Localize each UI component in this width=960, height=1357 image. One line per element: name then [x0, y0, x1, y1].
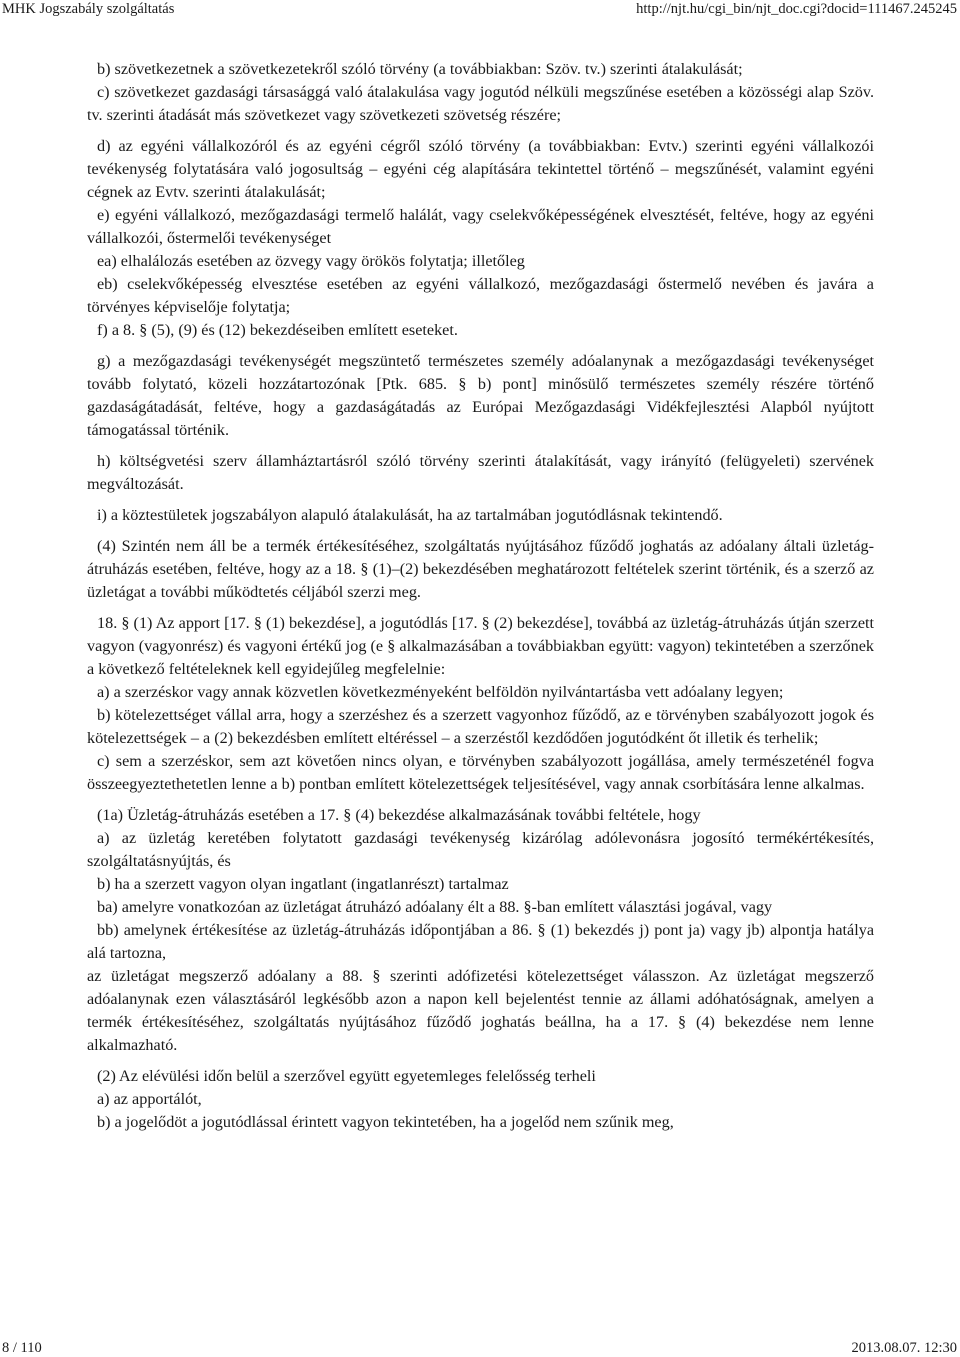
paragraph-18-c: c) sem a szerzéskor, sem azt követően nincs olyan, e törvényben szabályozott jogállása, amely természeténél fogva összeegyeztethetetlen lenne a b) pontban említett kötelezettségek teljesítésével, vagy annak csorbítására lenne alkalmas.	[87, 752, 874, 793]
paragraph-4: (4) Szintén nem áll be a termék értékesítéséhez, szolgáltatás nyújtásához fűződő joghatás az adóalany általi üzletág-átruházás esetében, feltéve, hogy az a 18. § (1)–(2) bekezdésében meghatározott feltételek szerint történik, és a szerző az üzletágat a további működtetés céljából szerzi meg.	[87, 537, 874, 601]
print-timestamp: 2013.08.07. 12:30	[851, 1340, 957, 1356]
document-body	[87, 58, 874, 1134]
paragraph-b-szov: b) szövetkezetnek a szövetkezetekről szóló törvény (a továbbiakban: Szöv. tv.) szerinti átalakulását;	[97, 60, 743, 78]
paragraph-1a-closing: az üzletágat megszerző adóalany a 88. § szerinti adófizetési kötelezettséget válasszon. Az üzletágat megszerző adóalanynak ezen választásáról legkésőbb azon a napon kell bejelentést tennie az állami adóhatóságnak, amelyen a termék értékesítéséhez, szolgáltatás nyújtásához fűződő joghatás beállna, ha a 17. § (4) bekezdése nem lenne alkalmazható.	[87, 967, 874, 1054]
header-url: http://njt.hu/cgi_bin/njt_doc.cgi?docid=111467.245245	[636, 1, 957, 17]
page-header	[0, 0, 960, 22]
paragraph-f: f) a 8. § (5), (9) és (12) bekezdéseiben említett eseteket.	[97, 321, 458, 339]
paragraph-h: h) költségvetési szerv államháztartásról szóló törvény szerinti átalakítását, vagy irányító (felügyeleti) szervének megváltozását.	[87, 452, 874, 493]
page-number: 8 / 110	[2, 1340, 42, 1356]
page-footer	[0, 1340, 960, 1357]
paragraph-1a-ba: ba) amelyre vonatkozóan az üzletágat átruházó adóalany élt a 88. §-ban említett választási jogával, vagy	[97, 898, 773, 916]
paragraph-1a-a: a) az üzletág keretében folytatott gazdasági tevékenység kizárólag adólevonásra jogosító termékértékesítés, szolgáltatásnyújtás, és	[87, 829, 874, 870]
paragraph-2-b: b) a jogelődöt a jogutódlással érintett vagyon tekintetében, ha a jogelőd nem szűnik meg,	[97, 1113, 674, 1131]
paragraph-ea: ea) elhalálozás esetében az özvegy vagy örökös folytatja; illetőleg	[97, 252, 525, 270]
paragraph-1a: (1a) Üzletág-átruházás esetében a 17. § (4) bekezdése alkalmazásának további feltétele, hogy	[97, 806, 701, 824]
paragraph-d-evtv: d) az egyéni vállalkozóról és az egyéni cégről szóló törvény (a továbbiakban: Evtv.) szerinti egyéni vállalkozói tevékenység folytatására való jogosultság – egyéni cég alapítására tekintettel történő – megszűnését, valamint egyéni cégnek az Evtv. szerinti átalakulását;	[87, 137, 874, 201]
section-18-paragraph-1: 18. § (1) Az apport [17. § (1) bekezdése], a jogutódlás [17. § (2) bekezdése], továbbá az üzletág-átruházás útján szerzett vagyon (vagyonrész) és vagyoni értékű jog (e § alkalmazásában a továbbiakban együtt: vagyon) tekintetében a szerzőnek a következő feltételeknek kell egyidejűleg megfelelnie:	[87, 614, 874, 678]
paragraph-2: (2) Az elévülési időn belül a szerzővel együtt egyetemleges felelősség terheli	[97, 1067, 596, 1085]
paragraph-i: i) a köztestületek jogszabályon alapuló átalakulását, ha az tartalmában jogutódlásnak tekintendő.	[97, 506, 723, 524]
paragraph-c-szov: c) szövetkezet gazdasági társasággá való átalakulása vagy jogutód nélküli megszűnése esetében a közösségi alap Szöv. tv. szerinti átadását más szövetkezet vagy szövetkezeti szövetség részére;	[87, 83, 874, 124]
paragraph-18-a: a) a szerzéskor vagy annak közvetlen következményeként belföldön nyilvántartásba vett adóalany legyen;	[97, 683, 784, 701]
paragraph-18-b: b) kötelezettséget vállal arra, hogy a szerzéshez és a szerzett vagyonhoz fűződő, az e törvényben szabályozott jogok és kötelezettségek – a (2) bekezdésben említett eltéréssel – a szerzéstől kezdődően jogutódként őt illetik és terhelik;	[87, 706, 874, 747]
paragraph-1a-bb: bb) amelynek értékesítése az üzletág-átruházás időpontjában a 86. § (1) bekezdés j) pont ja) vagy jb) alpontja hatálya alá tartozna,	[87, 921, 874, 962]
paragraph-g: g) a mezőgazdasági tevékenységét megszüntető természetes személy adóalanynak a mezőgazdasági tevékenységet tovább folytató, közeli hozzátartozónak [Ptk. 685. § b) pont] minősülő természetes személy részére történő gazdaságátadását, feltéve, hogy a gazdaságátadás az Európai Mezőgazdasági Vidékfejlesztési Alapból nyújtott támogatással történik.	[87, 352, 874, 439]
paragraph-1a-b: b) ha a szerzett vagyon olyan ingatlant (ingatlanrészt) tartalmaz	[97, 875, 509, 893]
paragraph-2-a: a) az apportálót,	[97, 1090, 202, 1108]
header-source-title: MHK Jogszabály szolgáltatás	[2, 1, 175, 17]
paragraph-eb: eb) cselekvőképesség elvesztése esetében az egyéni vállalkozó, mezőgazdasági őstermelő nevében és javára a törvényes képviselője folytatja;	[87, 275, 874, 316]
paragraph-e-halal: e) egyéni vállalkozó, mezőgazdasági termelő halálát, vagy cselekvőképességének elvesztését, feltéve, hogy az egyéni vállalkozói, őstermelői tevékenységet	[87, 206, 874, 247]
